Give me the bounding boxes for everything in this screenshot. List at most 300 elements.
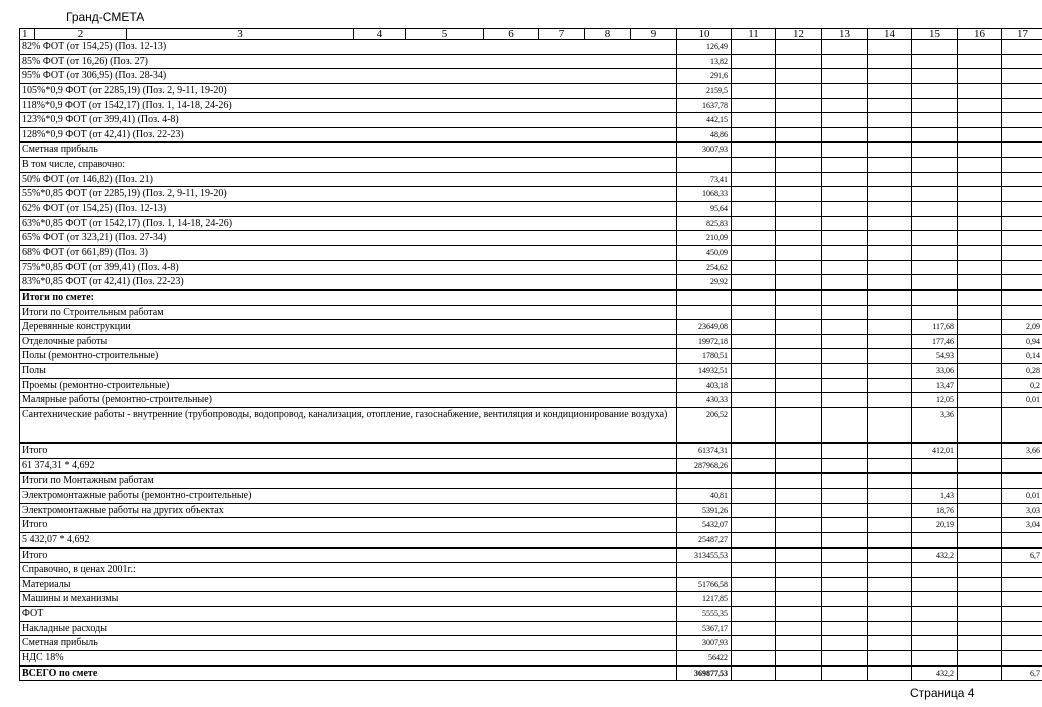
empty-cell: [868, 393, 912, 408]
empty-cell: [958, 187, 1002, 202]
cell-machine-labor: 0,01: [1002, 393, 1042, 408]
table-row: [20, 548, 1042, 563]
empty-cell: [732, 245, 776, 260]
row-description: 50% ФОТ (от 146,82) (Поз. 21): [20, 172, 677, 187]
cell-labor-cost: 12,05: [912, 393, 958, 408]
empty-cell: [822, 666, 868, 681]
empty-cell: [868, 666, 912, 681]
table-row: [20, 532, 1042, 547]
row-description: 82% ФОТ (от 154,25) (Поз. 12-13): [20, 40, 677, 55]
table-row: [20, 320, 1042, 335]
empty-cell: [868, 216, 912, 231]
empty-cell: [776, 202, 822, 217]
table-row: [20, 113, 1042, 128]
row-description: 68% ФОТ (от 661,89) (Поз. 3): [20, 245, 677, 260]
cell-labor-cost: [912, 83, 958, 98]
cell-labor-cost: [912, 231, 958, 246]
cell-total-cost: 1637,78: [677, 98, 732, 113]
empty-cell: [776, 127, 822, 142]
cell-total-cost: 23649,08: [677, 320, 732, 335]
empty-cell: [732, 621, 776, 636]
row-description: Проемы (ремонтно-строительные): [20, 378, 677, 393]
empty-cell: [732, 54, 776, 69]
empty-cell: [822, 518, 868, 533]
empty-cell: [822, 113, 868, 128]
empty-cell: [822, 216, 868, 231]
empty-cell: [958, 621, 1002, 636]
table-row: [20, 650, 1042, 665]
table-row: [20, 408, 1042, 444]
empty-cell: [776, 83, 822, 98]
empty-cell: [868, 40, 912, 55]
table-row: [20, 54, 1042, 69]
cell-machine-labor: [1002, 113, 1042, 128]
cell-labor-cost: [912, 260, 958, 275]
empty-cell: [732, 577, 776, 592]
row-description: 105%*0,9 ФОТ (от 2285,19) (Поз. 2, 9-11, 19-20): [20, 83, 677, 98]
row-description: Машины и механизмы: [20, 592, 677, 607]
empty-cell: [958, 636, 1002, 651]
row-description: 128%*0,9 ФОТ (от 42,41) (Поз. 22-23): [20, 127, 677, 142]
cell-labor-cost: [912, 473, 958, 488]
empty-cell: [776, 650, 822, 665]
cell-machine-labor: [1002, 532, 1042, 547]
app-title: Гранд-СМЕТА: [66, 10, 145, 24]
table-row: [20, 666, 1042, 681]
cell-labor-cost: [912, 142, 958, 157]
cell-labor-cost: [912, 532, 958, 547]
empty-cell: [958, 245, 1002, 260]
empty-cell: [868, 378, 912, 393]
cell-labor-cost: [912, 69, 958, 84]
row-description: 62% ФОТ (от 154,25) (Поз. 12-13): [20, 202, 677, 217]
empty-cell: [776, 275, 822, 290]
cell-labor-cost: 117,68: [912, 320, 958, 335]
empty-cell: [958, 172, 1002, 187]
empty-cell: [958, 378, 1002, 393]
empty-cell: [958, 260, 1002, 275]
empty-cell: [958, 393, 1002, 408]
empty-cell: [776, 260, 822, 275]
cell-total-cost: 291,6: [677, 69, 732, 84]
empty-cell: [868, 83, 912, 98]
empty-cell: [776, 592, 822, 607]
empty-cell: [732, 98, 776, 113]
empty-cell: [958, 473, 1002, 488]
empty-cell: [868, 563, 912, 578]
empty-cell: [868, 98, 912, 113]
empty-cell: [732, 488, 776, 503]
cell-machine-labor: [1002, 231, 1042, 246]
table-row: [20, 83, 1042, 98]
empty-cell: [868, 621, 912, 636]
empty-cell: [822, 364, 868, 379]
column-header: 16: [958, 29, 1002, 40]
table-row: [20, 563, 1042, 578]
empty-cell: [958, 458, 1002, 473]
cell-total-cost: 1780,51: [677, 349, 732, 364]
empty-cell: [958, 488, 1002, 503]
empty-cell: [822, 187, 868, 202]
cell-machine-labor: [1002, 98, 1042, 113]
row-description: ФОТ: [20, 607, 677, 622]
empty-cell: [776, 548, 822, 563]
empty-cell: [868, 548, 912, 563]
empty-cell: [776, 443, 822, 458]
row-description: Материалы: [20, 577, 677, 592]
cell-total-cost: 5367,17: [677, 621, 732, 636]
cell-machine-labor: 0,28: [1002, 364, 1042, 379]
empty-cell: [776, 290, 822, 305]
cell-machine-labor: [1002, 69, 1042, 84]
empty-cell: [868, 158, 912, 173]
cell-labor-cost: [912, 563, 958, 578]
empty-cell: [958, 305, 1002, 320]
empty-cell: [958, 518, 1002, 533]
empty-cell: [822, 577, 868, 592]
empty-cell: [868, 334, 912, 349]
empty-cell: [732, 349, 776, 364]
row-description: Накладные расходы: [20, 621, 677, 636]
cell-labor-cost: [912, 592, 958, 607]
empty-cell: [776, 349, 822, 364]
row-description: Итоги по Монтажным работам: [20, 473, 677, 488]
empty-cell: [732, 592, 776, 607]
empty-cell: [822, 245, 868, 260]
empty-cell: [776, 142, 822, 157]
column-header-row: [20, 29, 1042, 40]
empty-cell: [776, 187, 822, 202]
cell-total-cost: 5555,35: [677, 607, 732, 622]
empty-cell: [776, 488, 822, 503]
empty-cell: [868, 349, 912, 364]
row-description: 63%*0,85 ФОТ (от 1542,17) (Поз. 1, 14-18, 24-26): [20, 216, 677, 231]
cell-machine-labor: [1002, 158, 1042, 173]
row-description: Итого: [20, 443, 677, 458]
cell-total-cost: 14932,51: [677, 364, 732, 379]
cell-machine-labor: [1002, 290, 1042, 305]
empty-cell: [868, 290, 912, 305]
empty-cell: [822, 202, 868, 217]
empty-cell: [822, 378, 868, 393]
empty-cell: [776, 378, 822, 393]
cell-machine-labor: 3,04: [1002, 518, 1042, 533]
empty-cell: [822, 563, 868, 578]
empty-cell: [776, 172, 822, 187]
row-description: Сметная прибыль: [20, 636, 677, 651]
cell-machine-labor: [1002, 127, 1042, 142]
cell-total-cost: 2159,5: [677, 83, 732, 98]
empty-cell: [868, 488, 912, 503]
cell-labor-cost: [912, 158, 958, 173]
row-description: 118%*0,9 ФОТ (от 1542,17) (Поз. 1, 14-18, 24-26): [20, 98, 677, 113]
empty-cell: [776, 621, 822, 636]
empty-cell: [776, 518, 822, 533]
table-row: [20, 69, 1042, 84]
empty-cell: [822, 532, 868, 547]
column-header: 1: [20, 29, 35, 40]
empty-cell: [868, 142, 912, 157]
cell-machine-labor: [1002, 216, 1042, 231]
empty-cell: [868, 260, 912, 275]
column-header: 8: [585, 29, 631, 40]
empty-cell: [732, 158, 776, 173]
empty-cell: [732, 202, 776, 217]
cell-labor-cost: 412,01: [912, 443, 958, 458]
column-header: 7: [539, 29, 585, 40]
row-description: Полы: [20, 364, 677, 379]
cell-total-cost: 403,18: [677, 378, 732, 393]
row-description: Сметная прибыль: [20, 142, 677, 157]
empty-cell: [776, 69, 822, 84]
cell-machine-labor: [1002, 458, 1042, 473]
cell-machine-labor: [1002, 40, 1042, 55]
cell-machine-labor: [1002, 650, 1042, 665]
empty-cell: [958, 69, 1002, 84]
empty-cell: [776, 216, 822, 231]
cell-labor-cost: [912, 458, 958, 473]
empty-cell: [776, 40, 822, 55]
cell-labor-cost: [912, 202, 958, 217]
empty-cell: [732, 69, 776, 84]
empty-cell: [732, 142, 776, 157]
empty-cell: [822, 142, 868, 157]
row-description: ВСЕГО по смете: [20, 666, 677, 681]
empty-cell: [822, 40, 868, 55]
empty-cell: [732, 458, 776, 473]
empty-cell: [868, 408, 912, 444]
empty-cell: [868, 473, 912, 488]
row-description: 5 432,07 * 4,692: [20, 532, 677, 547]
empty-cell: [958, 142, 1002, 157]
cell-total-cost: 254,62: [677, 260, 732, 275]
cell-machine-labor: 6,7: [1002, 666, 1042, 681]
cell-labor-cost: [912, 577, 958, 592]
cell-labor-cost: [912, 275, 958, 290]
column-header: 2: [35, 29, 127, 40]
empty-cell: [868, 69, 912, 84]
table-row: [20, 172, 1042, 187]
cell-machine-labor: [1002, 305, 1042, 320]
column-header: 14: [868, 29, 912, 40]
cell-machine-labor: [1002, 54, 1042, 69]
empty-cell: [958, 127, 1002, 142]
row-description: В том числе, справочно:: [20, 158, 677, 173]
empty-cell: [958, 158, 1002, 173]
empty-cell: [958, 548, 1002, 563]
empty-cell: [822, 305, 868, 320]
empty-cell: [822, 458, 868, 473]
empty-cell: [958, 54, 1002, 69]
cell-total-cost: 206,52: [677, 408, 732, 444]
cell-total-cost: 19972,18: [677, 334, 732, 349]
column-header: 13: [822, 29, 868, 40]
cell-total-cost: 5432,07: [677, 518, 732, 533]
empty-cell: [822, 636, 868, 651]
cell-labor-cost: [912, 305, 958, 320]
empty-cell: [868, 577, 912, 592]
empty-cell: [958, 349, 1002, 364]
empty-cell: [822, 473, 868, 488]
cell-total-cost: [677, 305, 732, 320]
row-description: 65% ФОТ (от 323,21) (Поз. 27-34): [20, 231, 677, 246]
cell-total-cost: 313455,53: [677, 548, 732, 563]
cell-machine-labor: 0,14: [1002, 349, 1042, 364]
column-header: 17: [1002, 29, 1042, 40]
empty-cell: [822, 548, 868, 563]
cell-machine-labor: 2,09: [1002, 320, 1042, 335]
empty-cell: [822, 290, 868, 305]
table-row: [20, 636, 1042, 651]
empty-cell: [868, 443, 912, 458]
cell-labor-cost: [912, 290, 958, 305]
cell-total-cost: 450,09: [677, 245, 732, 260]
empty-cell: [732, 378, 776, 393]
cell-machine-labor: [1002, 245, 1042, 260]
cell-labor-cost: [912, 54, 958, 69]
cell-machine-labor: [1002, 275, 1042, 290]
cell-total-cost: 210,09: [677, 231, 732, 246]
empty-cell: [732, 113, 776, 128]
empty-cell: [958, 503, 1002, 518]
table-row: [20, 202, 1042, 217]
cell-total-cost: 126,49: [677, 40, 732, 55]
empty-cell: [776, 231, 822, 246]
empty-cell: [732, 364, 776, 379]
table-row: [20, 290, 1042, 305]
table-row: [20, 364, 1042, 379]
empty-cell: [822, 607, 868, 622]
table-row: [20, 40, 1042, 55]
cell-labor-cost: [912, 245, 958, 260]
empty-cell: [776, 577, 822, 592]
cell-labor-cost: [912, 650, 958, 665]
empty-cell: [868, 364, 912, 379]
page-number: Страница 4: [910, 686, 975, 700]
empty-cell: [822, 83, 868, 98]
cell-total-cost: 56422: [677, 650, 732, 665]
cell-labor-cost: [912, 187, 958, 202]
empty-cell: [732, 607, 776, 622]
empty-cell: [822, 231, 868, 246]
cell-machine-labor: [1002, 260, 1042, 275]
cell-total-cost: 61374,31: [677, 443, 732, 458]
estimate-table: [19, 28, 1042, 681]
table-row: [20, 488, 1042, 503]
empty-cell: [732, 548, 776, 563]
table-row: [20, 127, 1042, 142]
empty-cell: [776, 563, 822, 578]
empty-cell: [868, 592, 912, 607]
column-header: 12: [776, 29, 822, 40]
row-description: Итого: [20, 548, 677, 563]
empty-cell: [868, 231, 912, 246]
table-row: [20, 349, 1042, 364]
row-description: 83%*0,85 ФОТ (от 42,41) (Поз. 22-23): [20, 275, 677, 290]
empty-cell: [732, 172, 776, 187]
table-row: [20, 275, 1042, 290]
empty-cell: [868, 245, 912, 260]
empty-cell: [958, 231, 1002, 246]
cell-labor-cost: [912, 40, 958, 55]
row-description: Полы (ремонтно-строительные): [20, 349, 677, 364]
empty-cell: [868, 650, 912, 665]
empty-cell: [822, 592, 868, 607]
cell-machine-labor: [1002, 577, 1042, 592]
empty-cell: [732, 503, 776, 518]
cell-machine-labor: 3,03: [1002, 503, 1042, 518]
table-row: [20, 473, 1042, 488]
empty-cell: [958, 40, 1002, 55]
empty-cell: [732, 320, 776, 335]
empty-cell: [868, 532, 912, 547]
empty-cell: [732, 443, 776, 458]
cell-labor-cost: [912, 621, 958, 636]
table-row: [20, 305, 1042, 320]
row-description: 55%*0,85 ФОТ (от 2285,19) (Поз. 2, 9-11, 19-20): [20, 187, 677, 202]
table-row: [20, 378, 1042, 393]
empty-cell: [958, 364, 1002, 379]
empty-cell: [868, 305, 912, 320]
empty-cell: [958, 563, 1002, 578]
cell-labor-cost: [912, 607, 958, 622]
cell-machine-labor: 0,01: [1002, 488, 1042, 503]
table-row: [20, 334, 1042, 349]
empty-cell: [868, 458, 912, 473]
empty-cell: [822, 127, 868, 142]
table-row: [20, 607, 1042, 622]
cell-labor-cost: 177,46: [912, 334, 958, 349]
column-header: 6: [484, 29, 539, 40]
cell-labor-cost: 18,76: [912, 503, 958, 518]
cell-machine-labor: [1002, 636, 1042, 651]
empty-cell: [776, 334, 822, 349]
table-row: [20, 577, 1042, 592]
empty-cell: [822, 98, 868, 113]
empty-cell: [868, 202, 912, 217]
cell-labor-cost: 33,06: [912, 364, 958, 379]
empty-cell: [822, 320, 868, 335]
empty-cell: [822, 349, 868, 364]
column-header: 3: [127, 29, 354, 40]
empty-cell: [822, 172, 868, 187]
empty-cell: [958, 443, 1002, 458]
empty-cell: [958, 216, 1002, 231]
cell-total-cost: 48,86: [677, 127, 732, 142]
row-description: Итоги по Строительным работам: [20, 305, 677, 320]
empty-cell: [958, 83, 1002, 98]
empty-cell: [958, 666, 1002, 681]
empty-cell: [868, 503, 912, 518]
cell-labor-cost: [912, 98, 958, 113]
cell-labor-cost: [912, 113, 958, 128]
empty-cell: [776, 98, 822, 113]
empty-cell: [732, 275, 776, 290]
cell-machine-labor: 6,7: [1002, 548, 1042, 563]
cell-labor-cost: 1,43: [912, 488, 958, 503]
table-row: [20, 503, 1042, 518]
empty-cell: [958, 113, 1002, 128]
cell-labor-cost: 13,47: [912, 378, 958, 393]
empty-cell: [732, 408, 776, 444]
row-description: 95% ФОТ (от 306,95) (Поз. 28-34): [20, 69, 677, 84]
empty-cell: [732, 650, 776, 665]
empty-cell: [868, 172, 912, 187]
cell-labor-cost: 432,2: [912, 548, 958, 563]
cell-total-cost: [677, 290, 732, 305]
row-description: 75%*0,85 ФОТ (от 399,41) (Поз. 4-8): [20, 260, 677, 275]
cell-machine-labor: [1002, 172, 1042, 187]
